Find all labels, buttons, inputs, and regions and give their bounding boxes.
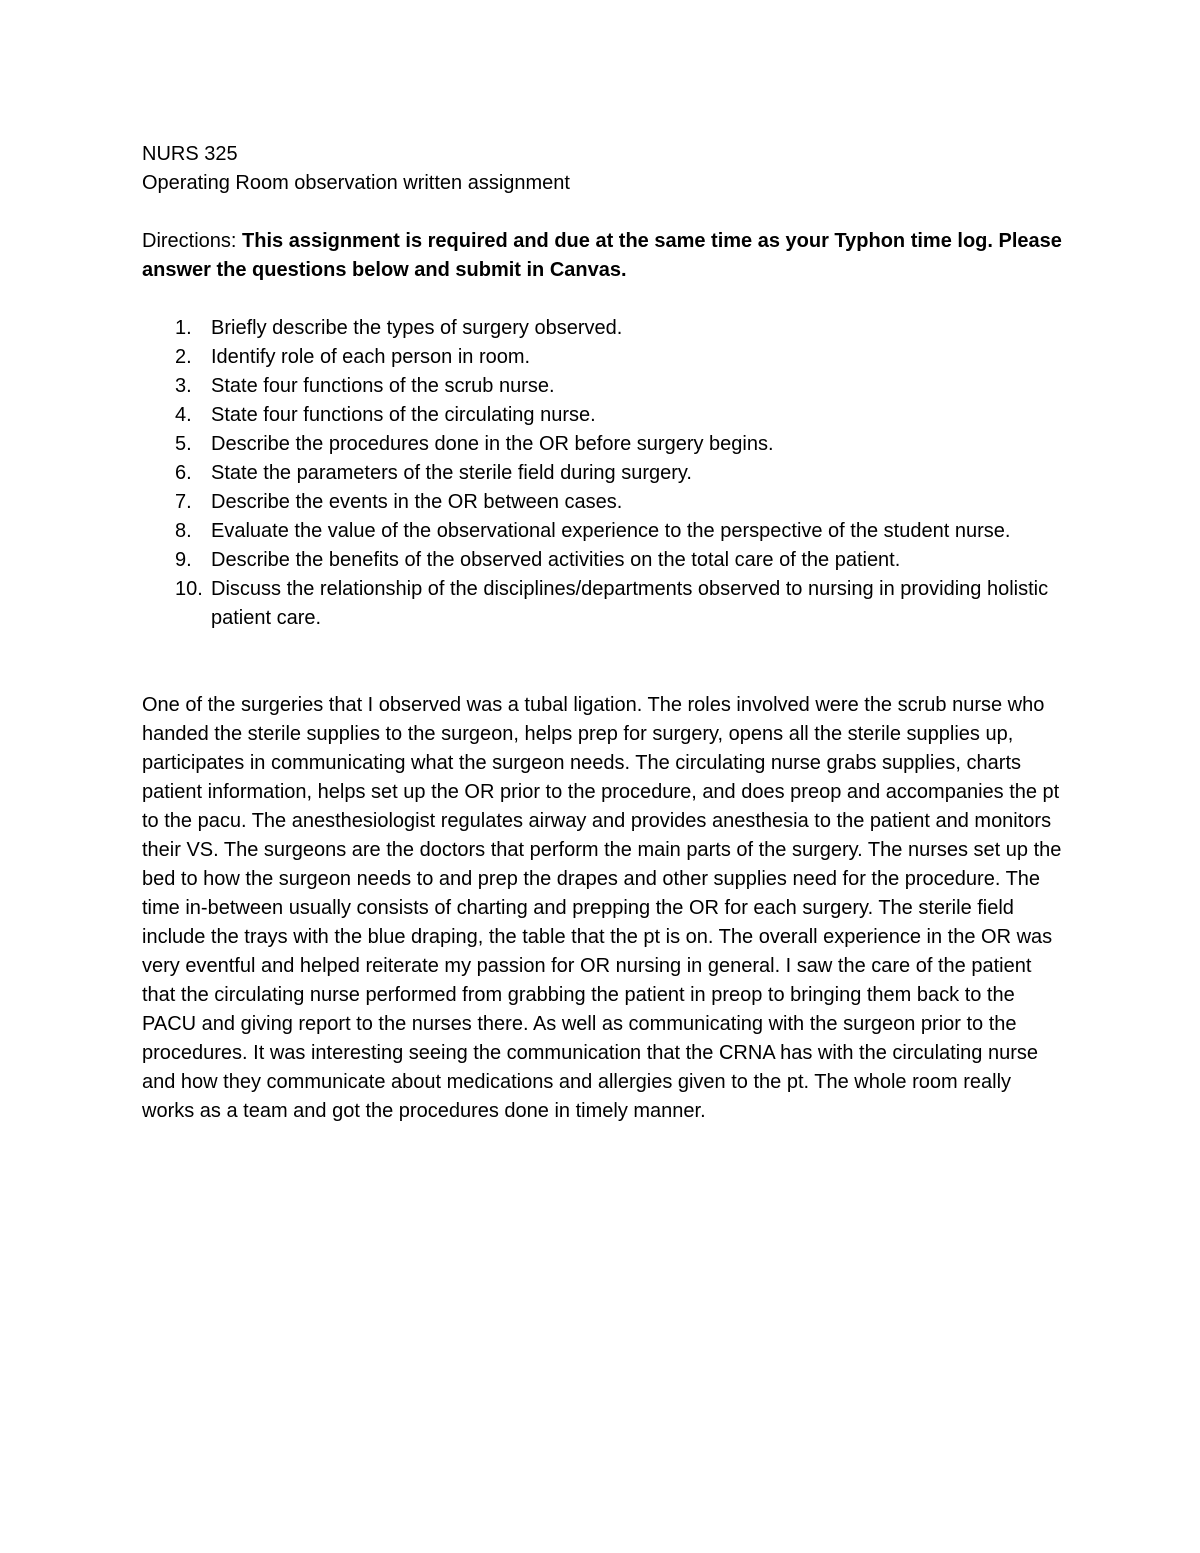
question-number: 1. (175, 317, 192, 339)
question-item (175, 314, 1062, 343)
essay-paragraph: One of the surgeries that I observed was a tubal ligation. The roles involved were the scrub nurse who handed the sterile supplies to the surgeon, helps prep for surgery, opens all the sterile supplies up, participates in communicating what the surgeon needs. The circulating nurse grabs supplies, charts patient information, helps set up the OR prior to the procedure, and does preop and accompanies the pt to the pacu. The anesthesiologist regulates airway and provides anesthesia to the patient and monitors their VS. The surgeons are the doctors that perform the main parts of the surgery. The nurses set up the bed to how the surgeon needs to and prep the drapes and other supplies need for the procedure. The time in-between usually consists of charting and prepping the OR for each surgery. The sterile field include the trays with the blue draping, the table that the pt is on. The overall experience in the OR was very eventful and helped reiterate my passion for OR nursing in general. I saw the care of the patient that the circulating nurse performed from grabbing the patient in preop to bringing them back to the PACU and giving report to the nurses there. As well as communicating with the surgeon prior to the procedures. It was interesting seeing the communication that the CRNA has with the circulating nurse and how they communicate about medications and allergies given to the pt. The whole room really works as a team and got the procedures done in timely manner. (142, 694, 1062, 1122)
question-text: Discuss the relationship of the disciplines/departments observed to nursing in providing holistic patient care. (211, 578, 1049, 629)
question-text: Evaluate the value of the observational experience to the perspective of the student nurse. (211, 520, 1011, 542)
directions-label: Directions: (142, 230, 243, 252)
question-number: 6. (175, 462, 192, 484)
question-item (175, 401, 1062, 430)
question-number: 2. (175, 346, 192, 368)
question-text: State the parameters of the sterile field during surgery. (211, 462, 692, 484)
question-text: Describe the benefits of the observed activities on the total care of the patient. (211, 549, 901, 571)
question-item (175, 343, 1062, 372)
directions-text: This assignment is required and due at the same time as your Typhon time log. Please answer the questions below and submit in Canvas. (142, 230, 1062, 281)
question-text: Describe the procedures done in the OR before surgery begins. (211, 433, 774, 455)
question-item (175, 517, 1062, 546)
question-item (175, 430, 1062, 459)
question-item (175, 575, 1062, 633)
question-number: 7. (175, 491, 192, 513)
question-item (175, 488, 1062, 517)
question-number: 8. (175, 520, 192, 542)
question-text: State four functions of the scrub nurse. (211, 375, 555, 397)
question-number: 5. (175, 433, 192, 455)
question-number: 10. (175, 578, 203, 600)
assignment-title: Operating Room observation written assignment (142, 172, 570, 194)
question-number: 3. (175, 375, 192, 397)
question-text: Briefly describe the types of surgery observed. (211, 317, 623, 339)
question-item (175, 546, 1062, 575)
question-text: Identify role of each person in room. (211, 346, 531, 368)
question-text: Describe the events in the OR between cases. (211, 491, 623, 513)
document-body (142, 140, 1062, 1126)
question-list (142, 314, 1062, 633)
question-text: State four functions of the circulating nurse. (211, 404, 596, 426)
question-number: 4. (175, 404, 192, 426)
question-item (175, 459, 1062, 488)
course-code: NURS 325 (142, 143, 238, 165)
question-number: 9. (175, 549, 192, 571)
question-item (175, 372, 1062, 401)
directions-paragraph (142, 227, 1062, 285)
